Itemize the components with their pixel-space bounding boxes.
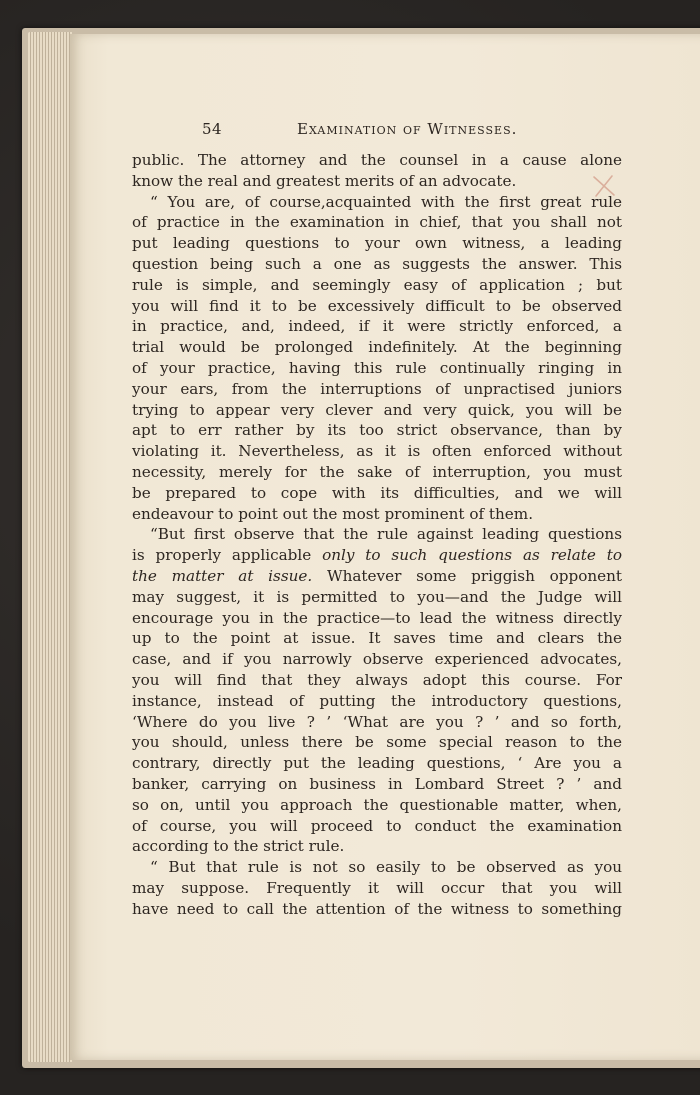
text-line: banker, carrying on business in Lombard Street ? ’ and: [132, 774, 622, 793]
text-line: case, and if you narrowly observe experienced advocates,: [132, 650, 622, 669]
text-line: trying to appear very clever and very quick, you will be: [132, 400, 622, 419]
text-line: of practice in the examination in chief, that you shall not: [132, 213, 622, 232]
text-run: is properly applicable: [132, 546, 323, 565]
text-line: have need to call the attention of the witness to something: [132, 899, 622, 918]
text-line: be prepared to cope with its difficulties, and we will: [132, 483, 622, 502]
text-line: so on, until you approach the questionable matter, when,: [132, 795, 622, 814]
text-line: endeavour to point out the most prominent of them.: [132, 504, 534, 523]
running-head: [132, 120, 622, 144]
text-line: “ You are, of course,acquainted with the first great rule: [150, 192, 622, 211]
text-line: in practice, and, indeed, if it were strictly enforced, a: [132, 317, 622, 336]
text-line: your ears, from the interruptions of unpractised juniors: [132, 379, 622, 398]
paragraph-4: [132, 857, 622, 919]
text-line: trial would be prolonged indefinitely. At the beginning: [132, 338, 622, 357]
text-line: may suggest, it is permitted to you—and the Judge will: [132, 587, 622, 606]
text-line: you will find it to be excessively difficult to be observed: [132, 296, 622, 315]
running-title: Examination of Witnesses.: [297, 120, 518, 138]
text-line: according to the strict rule.: [132, 837, 345, 856]
text-run: Whatever some priggish opponent: [312, 566, 622, 585]
page-number: 54: [202, 120, 223, 138]
text-line: [132, 545, 622, 566]
text-line: “ But that rule is not so easily to be observed as you: [150, 858, 622, 877]
text-line: you should, unless there be some special reason to the: [132, 733, 622, 752]
page-edges: [28, 32, 72, 1062]
text-line: necessity, merely for the sake of interruption, you must: [132, 462, 622, 481]
paragraph-1: [132, 150, 622, 192]
emphasis-text: only to such questions as relate to: [322, 546, 622, 565]
page-text-block: [132, 120, 622, 919]
text-line: know the real and greatest merits of an advocate.: [132, 171, 517, 190]
text-line: encourage you in the practice—to lead the witness directly: [132, 608, 622, 627]
text-line: put leading questions to your own witness, a leading: [132, 234, 622, 253]
text-line: up to the point at issue. It saves time and clears the: [132, 629, 622, 648]
text-line: apt to err rather by its too strict observance, than by: [132, 421, 622, 440]
text-line: rule is simple, and seemingly easy of application ; but: [132, 275, 622, 294]
text-line: may suppose. Frequently it will occur that you will: [132, 878, 622, 897]
text-line: “But first observe that the rule against leading questions: [150, 525, 622, 544]
text-line: of your practice, having this rule continually ringing in: [132, 358, 622, 377]
text-line: violating it. Nevertheless, as it is often enforced without: [132, 442, 622, 461]
paragraph-3: [132, 524, 622, 857]
text-line: [132, 566, 622, 587]
emphasis-text: the matter at issue.: [132, 566, 313, 585]
text-line: question being such a one as suggests the answer. This: [132, 254, 622, 273]
text-line: you will find that they always adopt this course. For: [132, 670, 622, 689]
text-line: instance, instead of putting the introductory questions,: [132, 691, 622, 710]
text-line: of course, you will proceed to conduct the examination: [132, 816, 622, 835]
paragraph-2: [132, 192, 622, 525]
text-line: contrary, directly put the leading questions, ‘ Are you a: [132, 754, 622, 773]
text-line: public. The attorney and the counsel in a cause alone: [132, 151, 622, 169]
text-line: ‘Where do you live ? ’ ‘What are you ? ’ and so forth,: [132, 712, 622, 731]
